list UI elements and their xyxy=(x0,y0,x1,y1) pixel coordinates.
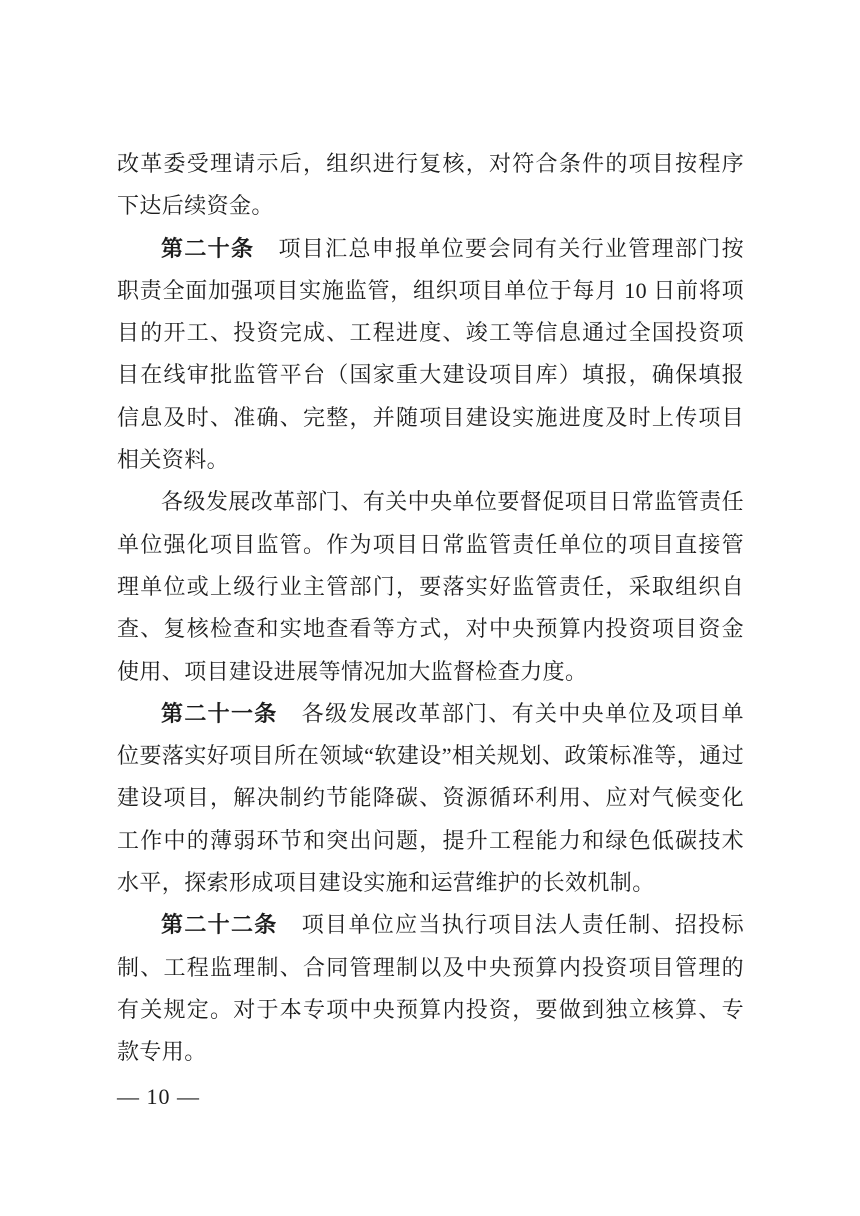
paragraph-article-22 xyxy=(117,904,744,1073)
article-21-number: 第二十一条 xyxy=(161,700,278,726)
document-body xyxy=(117,143,744,1074)
page-number: — 10 — xyxy=(117,1084,200,1109)
paragraph-article-20 xyxy=(117,228,744,482)
paragraph-continuation-text: 改革委受理请示后，组织进行复核，对符合条件的项目按程序下达后续资金。 xyxy=(117,151,744,219)
page-footer xyxy=(117,1082,200,1112)
paragraph-article-21 xyxy=(117,693,744,904)
paragraph-daily-supervision-text: 各级发展改革部门、有关中央单位要督促项目日常监管责任单位强化项目监管。作为项目日常监管责任单位的项目直接管理单位或上级行业主管部门，要落实好监管责任，采取组织自查、复核检查和实地查看等方式，对中央预算内投资项目资金使用、项目建设进展等情况加大监督检查力度。 xyxy=(117,489,744,684)
article-22-text: 项目单位应当执行项目法人责任制、招投标制、工程监理制、合同管理制以及中央预算内投资项目管理的有关规定。对于本专项中央预算内投资，要做到独立核算、专款专用。 xyxy=(117,912,744,1065)
paragraph-continuation xyxy=(117,143,744,228)
paragraph-daily-supervision xyxy=(117,481,744,692)
article-20-text: 项目汇总申报单位要会同有关行业管理部门按职责全面加强项目实施监管，组织项目单位于每月 10 日前将项目的开工、投资完成、工程进度、竣工等信息通过全国投资项目在线审批监管平台（国家重大建设项目库）填报，确保填报信息及时、准确、完整，并随项目建设实施进度及时上传项目相关资料。 xyxy=(117,235,744,473)
article-22-number: 第二十二条 xyxy=(161,912,278,938)
article-20-number: 第二十条 xyxy=(161,235,255,261)
article-21-text: 各级发展改革部门、有关中央单位及项目单位要落实好项目所在领域“软建设”相关规划、政策标准等，通过建设项目，解决制约节能降碳、资源循环利用、应对气候变化工作中的薄弱环节和突出问题，提升工程能力和绿色低碳技术水平，探索形成项目建设实施和运营维护的长效机制。 xyxy=(117,700,744,896)
